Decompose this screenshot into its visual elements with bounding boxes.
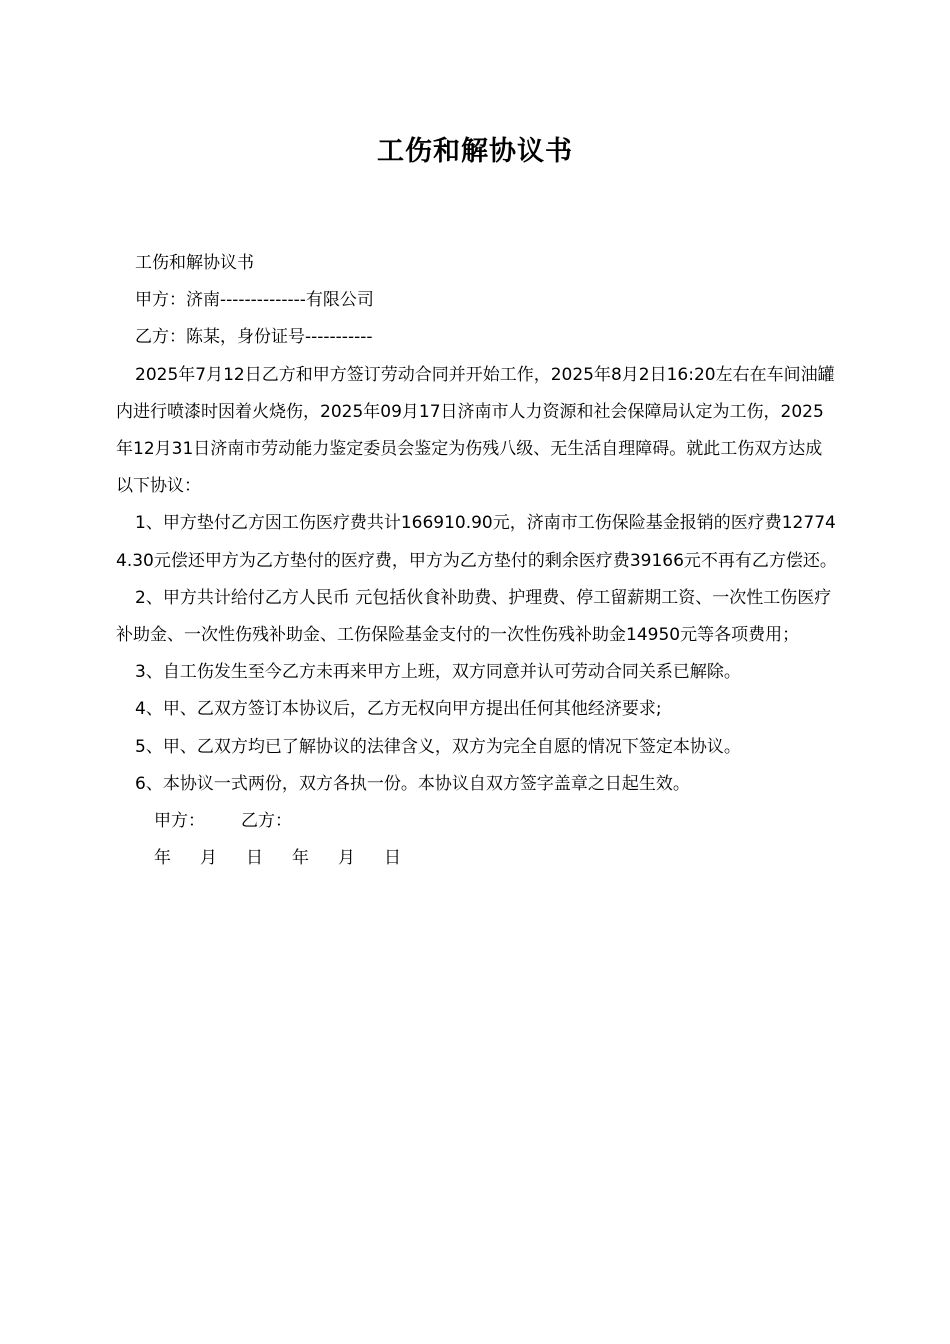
signature-row: [116, 803, 838, 840]
date-month-a: 月: [200, 848, 217, 869]
party-b-line: 乙方：陈某，身份证号-----------: [135, 327, 373, 348]
party-a-line: 甲方：济南--------------有限公司: [135, 290, 374, 311]
date-year-a: 年: [154, 848, 171, 869]
signature-party-b-label: 乙方：: [241, 811, 292, 832]
date-month-b: 月: [338, 848, 355, 869]
document-title: 工伤和解协议书: [377, 136, 573, 167]
clause-4: 4、甲、乙双方签订本协议后，乙方无权向甲方提出任何其他经济要求;: [135, 699, 662, 720]
signature-party-a-label: 甲方：: [154, 811, 205, 832]
clause-5: 5、甲、乙双方均已了解协议的法律含义，双方为完全自愿的情况下签定本协议。: [135, 736, 741, 757]
date-row: [116, 840, 838, 877]
date-day-a: 日: [246, 848, 263, 869]
intro-paragraph: 2025年7月12日乙方和甲方签订劳动合同并开始工作，2025年8月2日16:20左右在车间油罐内进行喷漆时因着火烧伤，2025年09月17日济南市人力资源和社会保障局认定为工伤，2025年12月31日济南市劳动能力鉴定委员会鉴定为伤残八级、无生活自理障碍。就此工伤双方达成以下协议：: [116, 364, 835, 497]
body-heading: 工伤和解协议书: [135, 253, 254, 273]
clause-6: 6、本协议一式两份，双方各执一份。本协议自双方签字盖章之日起生效。: [135, 773, 690, 794]
clause-2: 2、甲方共计给付乙方人民币 元包括伙食补助费、护理费、停工留薪期工资、一次性工伤医疗补助金、一次性伤残补助金、工伤保险基金支付的一次性伤残补助金14950元等各项费用；: [116, 587, 832, 646]
date-day-b: 日: [384, 848, 401, 869]
date-year-b: 年: [292, 848, 309, 869]
clause-1: 1、甲方垫付乙方因工伤医疗费共计166910.90元，济南市工伤保险基金报销的医疗费127744.30元偿还甲方为乙方垫付的医疗费，甲方为乙方垫付的剩余医疗费39166元不再有乙方偿还。: [116, 513, 837, 571]
document-body: [116, 245, 838, 877]
clause-3: 3、自工伤发生至今乙方未再来甲方上班，双方同意并认可劳动合同关系已解除。: [135, 662, 741, 683]
